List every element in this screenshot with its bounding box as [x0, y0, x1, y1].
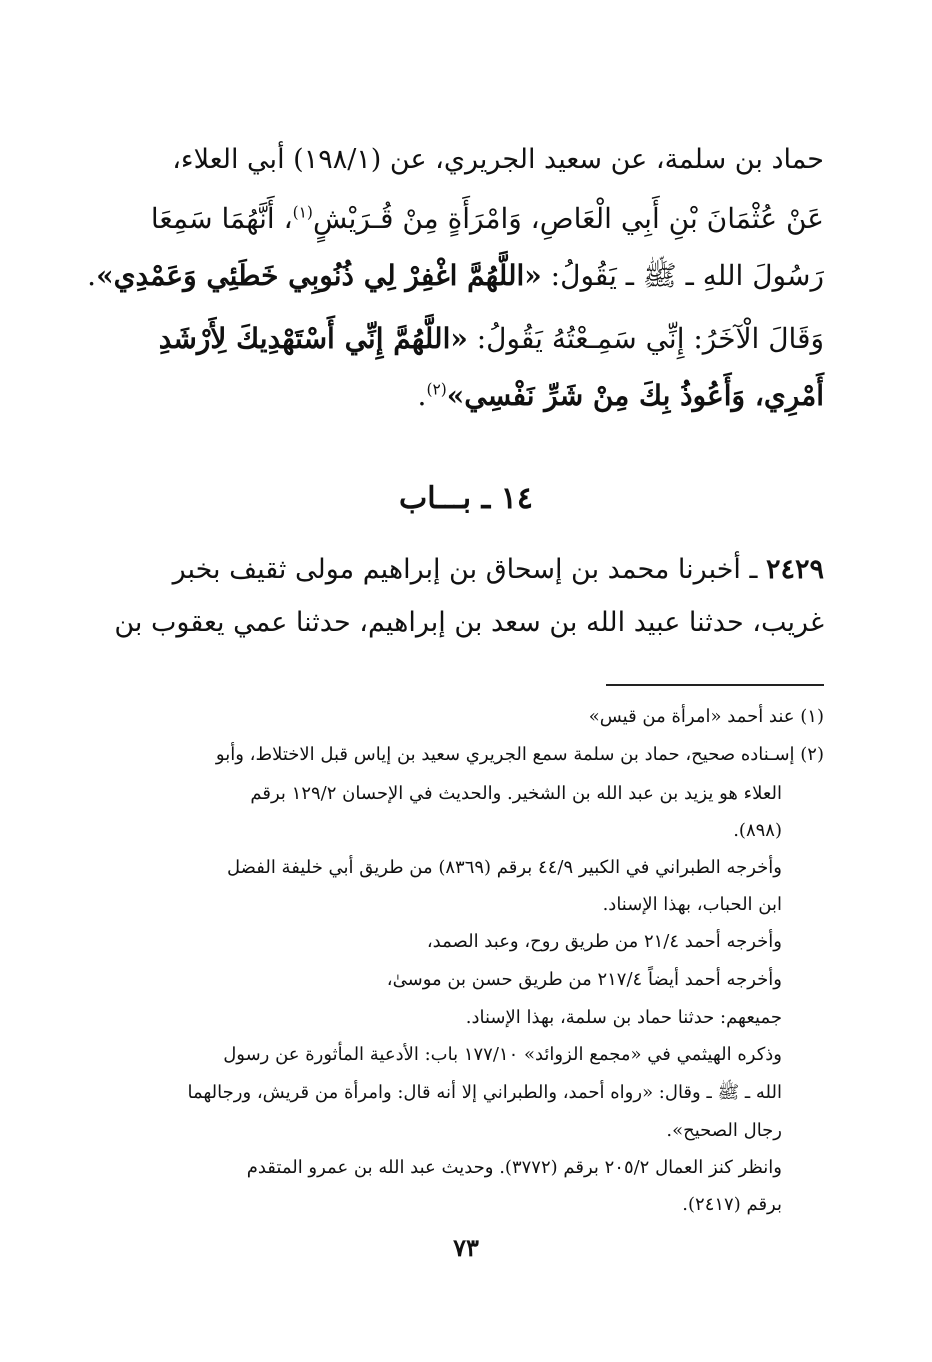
prophetic-quote-2-part-1: «اللَّهُمَّ إِنِّي أَسْتَهْدِيكَ لِأَرْشَدِ: [158, 322, 468, 355]
footnote-ref-1: (١): [292, 203, 313, 222]
main-text-line-4: [108, 322, 824, 355]
footnote-divider: [606, 684, 824, 686]
main-text-line-2-text: عَنْ عُثْمَانَ بْنِ أَبِي الْعَاصِ، وَامْرَأَةٍ مِنْ قُـرَيْشٍ: [312, 202, 824, 235]
prophetic-quote-2-part-2: أَمْرِي، وَأَعُوذُ بِكَ مِنْ شَرِّ نَفْسِي»: [446, 379, 824, 412]
footnote-2-line-3: (٨٩٨).: [733, 820, 782, 841]
footnote-2-line-2: العلاء هو يزيد بن عبد الله بن الشخير. والحديث في الإحسان ١٢٩/٢ برقم: [250, 783, 782, 804]
footnote-2-line-11: رجال الصحيح».: [666, 1120, 782, 1141]
hadith-line-2: [108, 609, 824, 636]
prophetic-quote-1: «اللَّهُمَّ اغْفِرْ لِي ذُنُوبِي خَطَئِي وَعَمْدِي»: [96, 259, 542, 292]
main-text-line-3-end: .: [87, 259, 97, 292]
main-text-line-4-start: وَقَالَ الْآخَرُ: إِنِّي سَمِـعْتُهُ يَقُولُ:: [467, 322, 824, 355]
main-text-line-5: [108, 379, 824, 412]
chapter-heading: ١٤ ـ بـــاب: [398, 481, 533, 516]
main-text-line-1: [108, 146, 824, 173]
footnote-1: (١) عند أحمد «امرأة من قيس»: [588, 706, 824, 727]
hadith-line-2-text: غريب، حدثنا عبيد الله بن سعد بن إبراهيم، حدثنا عمي يعقوب بن: [114, 607, 824, 638]
footnote-2-line-8: جميعهم: حدثنا حماد بن سلمة، بهذا الإسناد.: [465, 1007, 782, 1028]
main-text-line-3-start: رَسُولَ اللهِ ـ ﷺ ـ يَقُولُ:: [541, 259, 824, 292]
footnote-2-line-13: برقم (٢٤١٧).: [682, 1194, 782, 1215]
footnote-2-line-10: الله ـ ﷺ ـ وقال: «رواه أحمد، والطبراني إلا أنه قال: وامرأة من قريش، ورجالهما: [187, 1082, 782, 1103]
footnote-2-line-1: (٢) إسـناده صحيح، حماد بن سلمة سمع الجريري سعيد بن إياس قبل الاختلاط، وأبو: [215, 744, 824, 765]
main-text-line-5-end: .: [417, 379, 427, 412]
footnote-2-line-12: وانظر كنز العمال ٢٠٥/٢ برقم (٣٧٧٢). وحديث عبد الله بن عمرو المتقدم: [246, 1157, 782, 1178]
hadith-line-1-text: ـ أخبرنا محمد بن إسحاق بن إبراهيم مولى ثقيف بخبر: [172, 554, 766, 585]
footnote-2-line-7: وأخرجه أحمد أيضاً ٢١٧/٤ من طريق حسن بن موسىٰ،: [386, 969, 782, 990]
footnote-2-line-9: وذكره الهيثمي في «مجمع الزوائد» ١٧٧/١٠ باب: الأدعية المأثورة عن رسول: [223, 1044, 782, 1065]
footnote-ref-2: (٢): [426, 380, 447, 399]
footnote-2-line-4: وأخرجه الطبراني في الكبير ٤٤/٩ برقم (٨٣٦٩) من طريق أبي خليفة الفضل: [227, 857, 782, 878]
main-text-line-2-end: ، أَنَّهُمَا سَمِعَا: [150, 202, 293, 235]
main-text-line-2: [108, 202, 824, 235]
main-text-line-3: [87, 259, 824, 292]
hadith-number: ٢٤٢٩: [765, 554, 824, 585]
page-number: ٧٣: [453, 1233, 479, 1262]
hadith-line-1: [108, 556, 824, 583]
footnote-2-line-6: وأخرجه أحمد ٢١/٤ من طريق روح، وعبد الصمد،: [426, 931, 782, 952]
footnote-2-line-5: ابن الحباب، بهذا الإسناد.: [602, 894, 782, 915]
main-text-line-1-text: حماد بن سلمة، عن سعيد الجريري، عن (١٩٨/١) أبي العلاء،: [172, 144, 824, 175]
